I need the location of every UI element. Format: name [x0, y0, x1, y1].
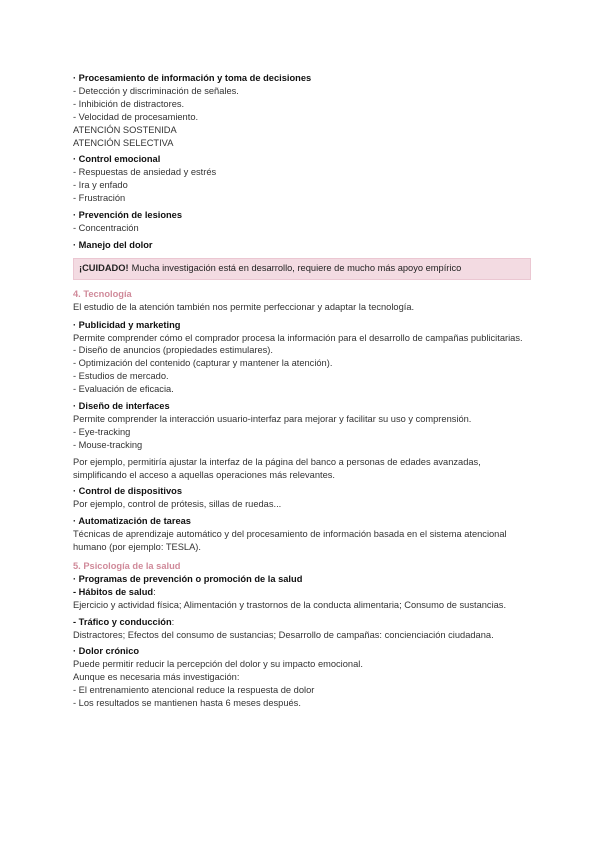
list-line: - Mouse-tracking	[73, 439, 143, 450]
warning-callout	[73, 258, 531, 280]
list-line: - El entrenamiento atencional reduce la respuesta de dolor	[73, 685, 315, 696]
list-line: - Eye-tracking	[73, 426, 131, 437]
item-title-processing: · Procesamiento de información y toma de decisiones	[73, 73, 312, 83]
list-line: - Ira y enfado	[73, 180, 128, 191]
warning-text: Mucha investigación está en desarrollo, requiere de mucho más apoyo empírico	[131, 263, 462, 274]
section-heading-technology: 4. Tecnología	[73, 288, 132, 299]
paragraph: Técnicas de aprendizaje automático y del procesamiento de información basada en el sistema atencional humano (por ejemplo: TESLA).	[73, 529, 507, 553]
paragraph: Puede permitir reducir la percepción del dolor y su impacto emocional.	[73, 659, 363, 670]
paragraph: Por ejemplo, permitiría ajustar la interfaz de la página del banco a personas de edades avanzadas, simplificando el acceso a aquellas operaciones más relevantes.	[73, 456, 481, 480]
paragraph: Permite comprender la interacción usuario-interfaz para mejorar y facilitar su uso y comprensión.	[73, 413, 472, 424]
section-heading-health: 5. Psicología de la salud	[73, 561, 181, 571]
document-content	[73, 72, 528, 710]
paragraph: Aunque es necesaria más investigación:	[73, 672, 240, 683]
paragraph: El estudio de la atención también nos permite perfeccionar y adaptar la tecnología.	[73, 301, 415, 312]
list-line: - Inhibición de distractores.	[73, 98, 185, 109]
list-line: - Estudios de mercado.	[73, 371, 169, 382]
item-title-injury: · Prevención de lesiones	[73, 210, 183, 221]
item-title-emotional: · Control emocional	[73, 154, 161, 165]
list-line: ATENCIÓN SELECTIVA	[73, 137, 174, 148]
list-line: - Concentración	[73, 222, 139, 233]
list-line: - Frustración	[73, 193, 126, 204]
list-line: - Respuestas de ansiedad y estrés	[73, 167, 217, 178]
list-line: - Optimización del contenido (capturar y mantener la atención).	[73, 358, 333, 369]
paragraph: Distractores; Efectos del consumo de sustancias; Desarrollo de campañas: concienciación ciudadana.	[73, 629, 494, 640]
list-line: - Velocidad de procesamiento.	[73, 111, 199, 122]
item-title-interfaces: · Diseño de interfaces	[73, 401, 170, 412]
colon: :	[171, 616, 175, 627]
paragraph: Por ejemplo, control de prótesis, sillas de ruedas...	[73, 499, 282, 510]
colon: :	[153, 586, 156, 597]
item-title-devices: · Control de dispositivos	[73, 486, 182, 497]
subitem-label-habits: - Hábitos de salud	[73, 586, 154, 597]
subitem-label-traffic: - Tráfico y conducción	[73, 616, 172, 627]
warning-label: ¡CUIDADO!	[79, 263, 129, 274]
list-line: ATENCIÓN SOSTENIDA	[73, 124, 177, 135]
paragraph: Permite comprender cómo el comprador procesa la información para el desarrollo de campañas publicitarias.	[73, 332, 523, 343]
item-title-automation: · Automatización de tareas	[73, 516, 191, 527]
paragraph: Ejercicio y actividad física; Alimentación y trastornos de la conducta alimentaria; Consumo de sustancias.	[73, 599, 507, 610]
list-line: - Los resultados se mantienen hasta 6 meses después.	[73, 698, 301, 709]
item-title-marketing: · Publicidad y marketing	[73, 319, 181, 330]
list-line: - Diseño de anuncios (propiedades estimulares).	[73, 345, 273, 356]
list-line: - Evaluación de eficacia.	[73, 384, 174, 395]
item-title-programs: · Programas de prevención o promoción de la salud	[73, 573, 303, 584]
item-title-pain: · Manejo del dolor	[73, 239, 153, 250]
item-title-chronic-pain: · Dolor crónico	[73, 646, 140, 657]
list-line: - Detección y discriminación de señales.	[73, 85, 239, 96]
